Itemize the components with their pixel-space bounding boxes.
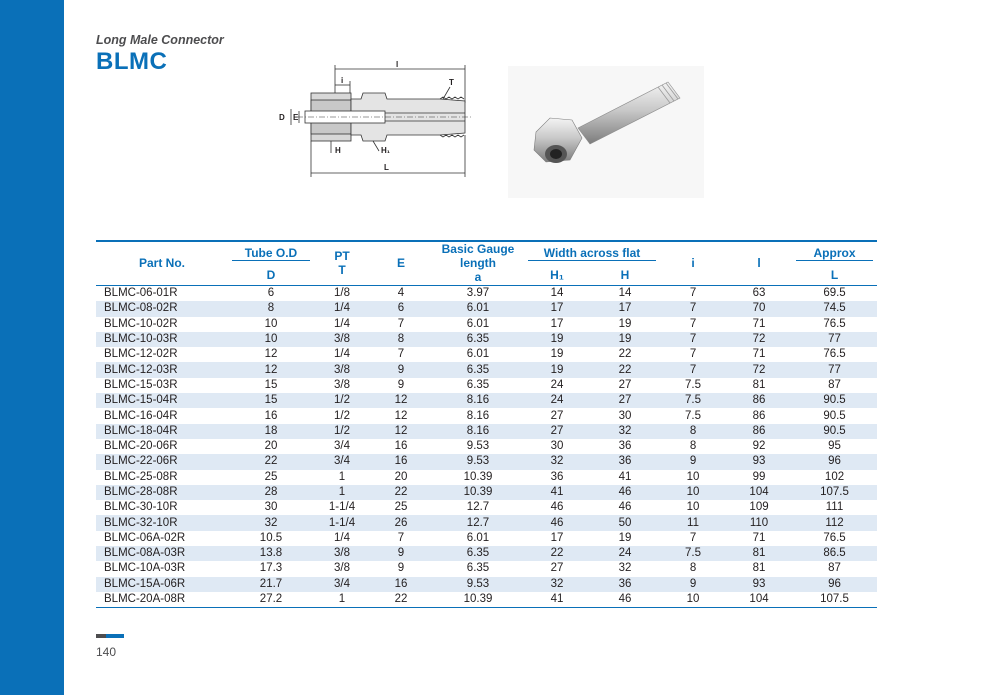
table-cell: 9 <box>370 546 432 561</box>
table-cell: 87 <box>828 378 841 391</box>
table-cell: 1/2 <box>314 393 370 408</box>
table-cell: 12 <box>370 393 432 408</box>
table-cell: 9.53 <box>432 454 524 469</box>
table-cell: 3.97 <box>432 286 524 302</box>
table-cell: 8 <box>660 424 726 439</box>
table-cell: 28 <box>228 485 314 500</box>
table-cell: 19 <box>618 531 632 544</box>
table-row <box>96 531 877 546</box>
table-cell: 27 <box>550 562 564 575</box>
table-cell: BLMC-30-10R <box>104 501 178 514</box>
table-cell: 6.35 <box>466 378 490 391</box>
table-cell: 27 <box>524 424 590 439</box>
table-cell: 102 <box>824 470 845 483</box>
table-cell: 32 <box>228 515 314 530</box>
table-cell: 30 <box>264 501 278 514</box>
table-cell: 63 <box>726 286 792 302</box>
table-row <box>96 362 877 377</box>
table-cell: 36 <box>618 440 632 453</box>
table-cell: 25 <box>264 470 278 483</box>
table-row <box>96 592 877 608</box>
table-cell: 6.01 <box>466 531 490 544</box>
table-cell: 6.35 <box>432 332 524 347</box>
table-cell: 24 <box>550 378 564 391</box>
table-cell: 32 <box>524 577 590 592</box>
table-cell: 1/2 <box>314 424 370 439</box>
table-cell: 90.5 <box>823 409 846 422</box>
table-cell: 86.5 <box>792 546 877 561</box>
table-cell: 99 <box>752 470 766 483</box>
table-cell: 46 <box>590 592 660 608</box>
table-cell: 50 <box>590 515 660 530</box>
table-cell: 7 <box>660 301 726 316</box>
table-cell: 93 <box>726 454 792 469</box>
table-cell: 7.5 <box>660 393 726 408</box>
label-L: L <box>384 163 389 172</box>
table-cell: BLMC-12-02R <box>104 348 178 361</box>
table-cell: 90.5 <box>792 393 877 408</box>
table-cell: 12 <box>370 424 432 439</box>
table-cell: 1-1/4 <box>328 501 356 514</box>
table-cell: 12.7 <box>466 501 490 514</box>
table-cell: 22 <box>370 485 432 500</box>
table-cell: 72 <box>726 362 792 377</box>
table-row <box>96 408 877 423</box>
side-color-bar <box>0 0 64 695</box>
table-cell: BLMC-15-03R <box>104 378 178 391</box>
table-cell: 10 <box>686 501 700 514</box>
table-cell: 12.7 <box>432 515 524 530</box>
col-i: i <box>691 256 695 270</box>
table-row <box>96 286 877 302</box>
table-cell: 36 <box>590 577 660 592</box>
table-cell: 1 <box>314 485 370 500</box>
table-cell: 86 <box>752 409 766 422</box>
table-cell: 17 <box>550 317 564 330</box>
table-cell: 109 <box>749 501 769 514</box>
table-cell: 32 <box>524 454 590 469</box>
table-cell: 72 <box>726 332 792 347</box>
table-cell: 81 <box>726 546 792 561</box>
col-width-across-flat: Width across flat <box>524 241 660 265</box>
table-cell: 17.3 <box>259 562 283 575</box>
col-part-no: Part No. <box>138 256 185 270</box>
table-cell: BLMC-08-02R <box>96 301 228 316</box>
table-cell: 7 <box>689 348 697 361</box>
table-cell: 36 <box>590 454 660 469</box>
table-cell: 20 <box>264 440 278 453</box>
table-cell: 21.7 <box>228 577 314 592</box>
table-row <box>96 515 877 530</box>
table-cell: 1/4 <box>334 317 350 330</box>
table-cell: 71 <box>752 317 766 330</box>
table-cell: BLMC-20A-08R <box>96 592 228 608</box>
table-cell: 30 <box>618 409 632 422</box>
table-cell: 46 <box>590 485 660 500</box>
table-cell: 107.5 <box>792 592 877 608</box>
table-cell: 18 <box>228 424 314 439</box>
table-cell: 10.39 <box>432 592 524 608</box>
table-row <box>96 347 877 362</box>
table-cell: 104 <box>726 485 792 500</box>
table-cell: 9 <box>660 454 726 469</box>
table-cell: 9.53 <box>432 577 524 592</box>
table-cell: 6 <box>370 301 432 316</box>
table-cell: 110 <box>726 515 792 530</box>
table-cell: 10.39 <box>463 470 493 483</box>
table-cell: 3/8 <box>314 546 370 561</box>
table-cell: 27 <box>590 393 660 408</box>
table-cell: 81 <box>752 378 766 391</box>
table-cell: 1 <box>338 470 346 483</box>
table-cell: 14 <box>590 286 660 302</box>
table-cell: 15 <box>228 393 314 408</box>
table-cell: 7 <box>660 362 726 377</box>
table-row <box>96 439 877 454</box>
table-cell: 16 <box>264 409 278 422</box>
table-cell: 7.5 <box>685 378 702 391</box>
table-cell: 1/4 <box>334 348 350 361</box>
table-cell: 7 <box>397 317 405 330</box>
table-cell: 7 <box>689 531 697 544</box>
table-cell: 77 <box>792 362 877 377</box>
table-row <box>96 424 877 439</box>
spec-table <box>96 241 877 608</box>
table-cell: 12 <box>228 362 314 377</box>
table-cell: 1 <box>314 592 370 608</box>
col-tube-od: Tube O.D <box>228 241 314 265</box>
table-cell: 19 <box>524 362 590 377</box>
table-cell: 86 <box>726 424 792 439</box>
table-cell: 15 <box>264 378 278 391</box>
table-cell: 32 <box>590 424 660 439</box>
label-E: E <box>293 113 299 122</box>
table-cell: 86 <box>726 393 792 408</box>
table-cell: 76.5 <box>823 348 846 361</box>
table-cell: 111 <box>825 501 844 514</box>
table-cell: 9 <box>660 577 726 592</box>
table-cell: 92 <box>752 440 766 453</box>
label-H: H <box>335 146 341 155</box>
table-cell: BLMC-25-08R <box>104 470 178 483</box>
table-cell: 8.16 <box>432 424 524 439</box>
table-cell: 7 <box>397 531 405 544</box>
table-cell: 1/8 <box>314 286 370 302</box>
table-cell: BLMC-18-04R <box>96 424 228 439</box>
table-cell: 13.8 <box>228 546 314 561</box>
table-cell: 71 <box>752 531 766 544</box>
table-row <box>96 332 877 347</box>
table-cell: 1/4 <box>314 301 370 316</box>
table-row <box>96 454 877 469</box>
table-cell: 25 <box>394 501 408 514</box>
table-cell: BLMC-16-04R <box>104 409 178 422</box>
table-cell: 8.16 <box>466 409 490 422</box>
table-row <box>96 561 877 576</box>
table-cell: 7.5 <box>660 546 726 561</box>
table-row <box>96 546 877 561</box>
table-cell: 96 <box>792 577 877 592</box>
table-cell: 46 <box>550 501 564 514</box>
table-cell: 71 <box>752 348 766 361</box>
table-cell: 8 <box>228 301 314 316</box>
table-cell: 3/4 <box>314 454 370 469</box>
table-cell: 4 <box>370 286 432 302</box>
table-cell: 6.35 <box>432 546 524 561</box>
table-cell: 90.5 <box>792 424 877 439</box>
table-cell: 46 <box>618 501 632 514</box>
table-cell: 14 <box>524 286 590 302</box>
table-cell: BLMC-22-06R <box>96 454 228 469</box>
table-cell: BLMC-10A-03R <box>104 562 186 575</box>
table-cell: 9 <box>397 562 405 575</box>
col-l: l <box>757 256 761 270</box>
table-cell: 8.16 <box>432 393 524 408</box>
col-basic-gauge-length: Basic Gauge length a <box>441 242 515 284</box>
table-cell: 87 <box>828 562 841 575</box>
table-cell: 6.35 <box>466 562 490 575</box>
label-l: l <box>396 60 399 69</box>
label-H1: H₁ <box>381 146 391 155</box>
table-cell: 9 <box>370 362 432 377</box>
table-cell: 1/2 <box>334 409 350 422</box>
label-T: T <box>449 78 454 87</box>
table-cell: 19 <box>618 317 632 330</box>
table-row <box>96 317 877 332</box>
table-cell: 26 <box>370 515 432 530</box>
table-cell: 69.5 <box>792 286 877 302</box>
product-title: BLMC <box>96 48 168 75</box>
table-cell: 1/4 <box>334 531 350 544</box>
table-cell: 27.2 <box>228 592 314 608</box>
table-cell: 12 <box>264 348 278 361</box>
table-cell: 19 <box>524 332 590 347</box>
table-cell: 8 <box>689 440 697 453</box>
table-cell: 7 <box>660 286 726 302</box>
table-cell: 96 <box>792 454 877 469</box>
table-cell: 27 <box>618 378 632 391</box>
table-cell: 3/8 <box>314 332 370 347</box>
table-cell: 10 <box>264 317 278 330</box>
table-cell: 6.01 <box>466 317 490 330</box>
table-row <box>96 470 877 485</box>
table-cell: 8 <box>370 332 432 347</box>
table-cell: 9.53 <box>466 440 490 453</box>
table-cell: 10.5 <box>259 531 283 544</box>
table-cell: 7 <box>660 332 726 347</box>
table-cell: 19 <box>550 348 564 361</box>
table-cell: 46 <box>524 515 590 530</box>
table-cell: 3/4 <box>334 440 350 453</box>
table-row <box>96 577 877 592</box>
table-cell: 22 <box>618 348 632 361</box>
table-cell: 41 <box>618 470 632 483</box>
table-cell: 19 <box>590 332 660 347</box>
technical-drawing <box>275 55 475 185</box>
table-cell: 11 <box>660 515 726 530</box>
table-cell: 93 <box>726 577 792 592</box>
table-cell: 9 <box>397 378 405 391</box>
table-cell: 6.01 <box>466 348 490 361</box>
table-cell: 3/8 <box>314 362 370 377</box>
table-cell: 12 <box>394 409 408 422</box>
table-cell: 81 <box>752 562 766 575</box>
table-cell: 16 <box>370 577 432 592</box>
col-pt: PT T <box>334 249 350 277</box>
table-cell: 10 <box>686 470 700 483</box>
table-cell: 104 <box>726 592 792 608</box>
table-cell: 41 <box>524 592 590 608</box>
table-row <box>96 485 877 500</box>
table-cell: 41 <box>524 485 590 500</box>
table-cell: 112 <box>792 515 877 530</box>
table-cell: 22 <box>524 546 590 561</box>
table-cell: 22 <box>590 362 660 377</box>
table-cell: 16 <box>394 440 408 453</box>
table-cell: BLMC-10-03R <box>96 332 228 347</box>
col-h1: H₁ <box>550 268 564 282</box>
col-approx: Approx <box>792 241 877 265</box>
col-d: D <box>266 268 276 282</box>
table-cell: 24 <box>524 393 590 408</box>
table-cell: BLMC-06A-02R <box>104 531 186 544</box>
col-h: H <box>620 268 630 282</box>
label-i: i <box>341 76 344 85</box>
table-cell: 16 <box>370 454 432 469</box>
table-cell: 6.35 <box>432 362 524 377</box>
table-cell: 17 <box>590 301 660 316</box>
col-L: L <box>830 268 839 282</box>
table-cell: 3/8 <box>334 378 350 391</box>
table-body <box>96 286 877 608</box>
table-cell: 76.5 <box>823 317 846 330</box>
table-cell: 95 <box>828 440 841 453</box>
table-cell: BLMC-15A-06R <box>96 577 228 592</box>
table-cell: BLMC-06-01R <box>96 286 228 302</box>
table-row <box>96 301 877 316</box>
table-cell: BLMC-20-06R <box>104 440 178 453</box>
table-cell: BLMC-08A-03R <box>96 546 228 561</box>
table-cell: 20 <box>394 470 408 483</box>
page-marker <box>96 634 124 638</box>
table-cell: BLMC-10-02R <box>104 317 178 330</box>
product-subtitle: Long Male Connector <box>96 33 224 47</box>
table-cell: 8 <box>689 562 697 575</box>
table-cell: 3/8 <box>334 562 350 575</box>
table-cell: BLMC-12-03R <box>96 362 228 377</box>
table-cell: 36 <box>550 470 564 483</box>
table-cell: 30 <box>550 440 564 453</box>
table-cell: 17 <box>550 531 564 544</box>
table-cell: BLMC-15-04R <box>96 393 228 408</box>
table-cell: 22 <box>228 454 314 469</box>
col-e: E <box>396 256 405 270</box>
table-row <box>96 500 877 515</box>
table-cell: 7.5 <box>685 409 702 422</box>
table-cell: 1-1/4 <box>314 515 370 530</box>
table-cell: BLMC-32-10R <box>96 515 228 530</box>
label-D: D <box>279 113 285 122</box>
table-row <box>96 393 877 408</box>
table-cell: 3/4 <box>314 577 370 592</box>
table-cell: 17 <box>524 301 590 316</box>
table-cell: 77 <box>792 332 877 347</box>
table-cell: 24 <box>590 546 660 561</box>
table-cell: 32 <box>618 562 632 575</box>
table-cell: 7 <box>689 317 697 330</box>
table-cell: 10 <box>660 592 726 608</box>
product-photo <box>508 66 704 198</box>
table-cell: BLMC-28-08R <box>96 485 228 500</box>
table-cell: 76.5 <box>823 531 846 544</box>
table-row <box>96 378 877 393</box>
table-cell: 27 <box>550 409 564 422</box>
table-cell: 7 <box>397 348 405 361</box>
table-cell: 107.5 <box>792 485 877 500</box>
table-cell: 6.01 <box>432 301 524 316</box>
page-number: 140 <box>96 645 117 659</box>
table-cell: 10 <box>660 485 726 500</box>
table-cell: 10.39 <box>432 485 524 500</box>
table-cell: 70 <box>726 301 792 316</box>
table-cell: 22 <box>370 592 432 608</box>
table-cell: 6 <box>228 286 314 302</box>
table-cell: 74.5 <box>792 301 877 316</box>
table-cell: 10 <box>228 332 314 347</box>
